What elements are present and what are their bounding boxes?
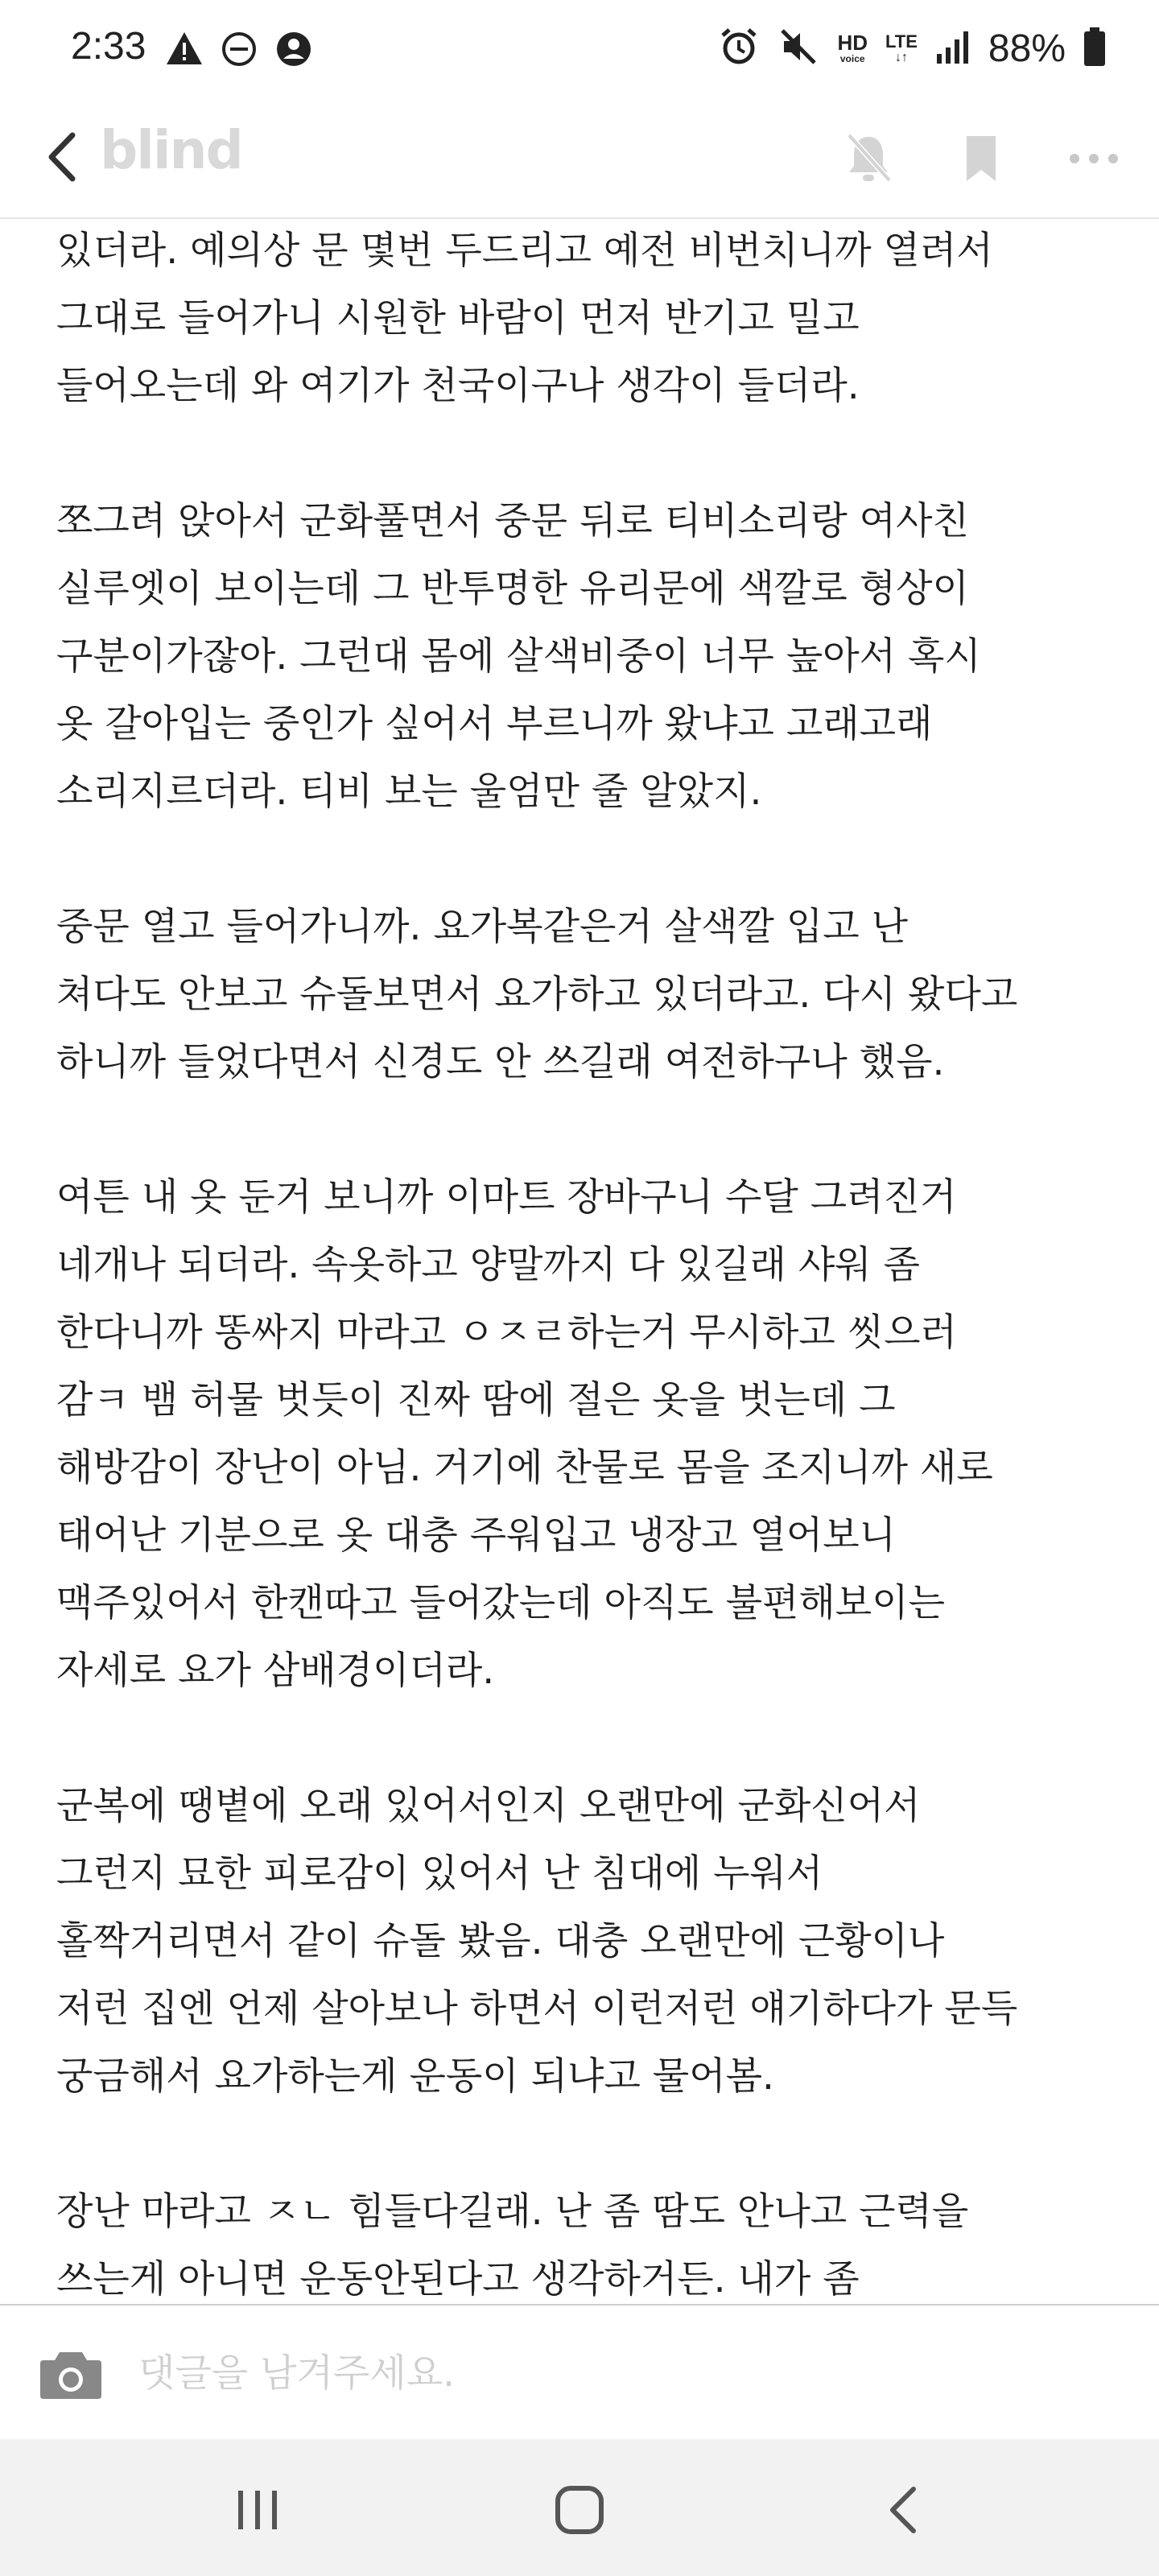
text-line: 그대로 들어가니 시원한 바람이 먼저 반기고 밀고 [56, 296, 860, 341]
nav-back-icon [885, 2484, 925, 2536]
text-line: 하니까 들었다면서 신경도 안 쓰길래 여전하구나 했음. [56, 1040, 945, 1084]
battery-icon [1083, 26, 1106, 71]
more-icon [1068, 151, 1120, 167]
back-button[interactable] [37, 121, 93, 193]
text-line: 한다니까 똥싸지 마라고 ㅇㅈㄹ하는거 무시하고 씻으러 [56, 1311, 957, 1355]
text-line: 저런 집엔 언제 살아보나 하면서 이런저런 얘기하다가 문득 [56, 1987, 1018, 2031]
text-line: 있더라. 예의상 문 몇번 두드리고 예전 비번치니까 열려서 [56, 229, 993, 273]
text-line: 네개나 되더라. 속옷하고 양말까지 다 있길래 샤워 좀 [56, 1243, 920, 1287]
paragraph [56, 2178, 1119, 2304]
status-left-icons [164, 29, 314, 72]
text-line: 장난 마라고 ㅈㄴ 힘들다길래. 난 좀 땀도 안나고 근력을 [56, 2190, 969, 2234]
text-line: 감ㅋ 뱀 허물 벗듯이 진짜 땀에 절은 옷을 벗는데 그 [56, 1378, 896, 1422]
text-line: 그런지 묘한 피로감이 있어서 난 침대에 누워서 [56, 1852, 823, 1896]
header-actions [835, 126, 1127, 192]
text-line: 군복에 땡볕에 오래 있어서인지 오랜만에 군화신어서 [56, 1784, 921, 1828]
comment-input[interactable] [138, 2338, 1104, 2409]
data-arrows-icon: ↓↑ [894, 51, 908, 64]
status-right-icons [718, 26, 1106, 71]
status-bar [0, 0, 1159, 97]
text-line: 옷 갈아입는 중인가 싶어서 부르니까 왔냐고 고래고래 [56, 702, 933, 746]
battery-percent: 88% [988, 27, 1066, 70]
signal-icon [935, 28, 971, 68]
comment-bar [0, 2304, 1159, 2441]
account-icon [274, 29, 314, 72]
hd-voice-indicator [837, 32, 868, 64]
paragraph [56, 1164, 1119, 1705]
nav-back-button[interactable] [872, 2478, 937, 2542]
text-line: 실루엣이 보이는데 그 반투명한 유리문에 색깔로 형상이 [56, 567, 969, 611]
alarm-icon [718, 26, 760, 71]
text-line: 쓰는게 아니면 운동안된다고 생각하거든. 내가 좀 [56, 2257, 860, 2301]
lte-indicator [885, 32, 918, 64]
bookmark-icon [963, 134, 999, 183]
article-body [56, 217, 1119, 2304]
do-not-disturb-icon [219, 29, 259, 72]
paragraph [56, 894, 1119, 1096]
mute-icon [777, 26, 819, 71]
text-line: 홀짝거리면서 같이 슈돌 봤음. 대충 오랜만에 근황이나 [56, 1919, 945, 1963]
text-line: 태어난 기분으로 옷 대충 주워입고 냉장고 열어보니 [56, 1513, 897, 1558]
status-time: 2:33 [71, 25, 146, 68]
text-line: 궁금해서 요가하는게 운동이 되냐고 물어봄. [56, 2054, 774, 2099]
camera-icon [39, 2346, 103, 2402]
text-line: 소리지르더라. 티비 보는 울엄만 줄 알았지. [56, 770, 762, 814]
more-options-button[interactable] [1061, 126, 1127, 192]
hd-label: HD [837, 31, 868, 55]
paragraph [56, 488, 1119, 826]
lte-label: LTE [885, 31, 918, 52]
text-line: 쳐다도 안보고 슈돌보면서 요가하고 있더라고. 다시 왔다고 [56, 972, 1018, 1017]
recent-apps-icon [233, 2487, 282, 2533]
bookmark-button[interactable] [948, 126, 1014, 192]
paragraph [56, 1773, 1119, 2111]
text-line: 들어오는데 와 여기가 천국이구나 생각이 들더라. [56, 364, 860, 408]
notification-off-button[interactable] [835, 126, 901, 192]
home-icon [554, 2484, 605, 2536]
recent-apps-button[interactable] [225, 2478, 290, 2542]
text-line: 맥주있어서 한캔따고 들어갔는데 아직도 불편해보이는 [56, 1581, 946, 1625]
paragraph [56, 217, 1119, 420]
warning-icon [164, 29, 204, 72]
text-line: 쪼그려 앉아서 군화풀면서 중문 뒤로 티비소리랑 여사친 [56, 499, 969, 543]
camera-button[interactable] [39, 2346, 103, 2402]
text-line: 여튼 내 옷 둔거 보니까 이마트 장바구니 수달 그려진거 [56, 1175, 957, 1220]
bell-off-icon [844, 132, 893, 185]
app-header [0, 97, 1159, 219]
home-button[interactable] [547, 2478, 612, 2542]
voice-label: voice [839, 53, 865, 64]
text-line: 자세로 요가 삼배경이더라. [56, 1649, 495, 1693]
app-logo: blind [100, 119, 242, 181]
text-line: 중문 열고 들어가니까. 요가복같은거 살색깔 입고 난 [56, 905, 909, 949]
back-arrow-icon [37, 121, 93, 193]
navigation-bar [0, 2439, 1159, 2576]
text-line: 해방감이 장난이 아님. 거기에 찬물로 몸을 조지니까 새로 [56, 1446, 993, 1490]
text-line: 구분이가잖아. 그런대 몸에 살색비중이 너무 높아서 혹시 [56, 634, 981, 679]
